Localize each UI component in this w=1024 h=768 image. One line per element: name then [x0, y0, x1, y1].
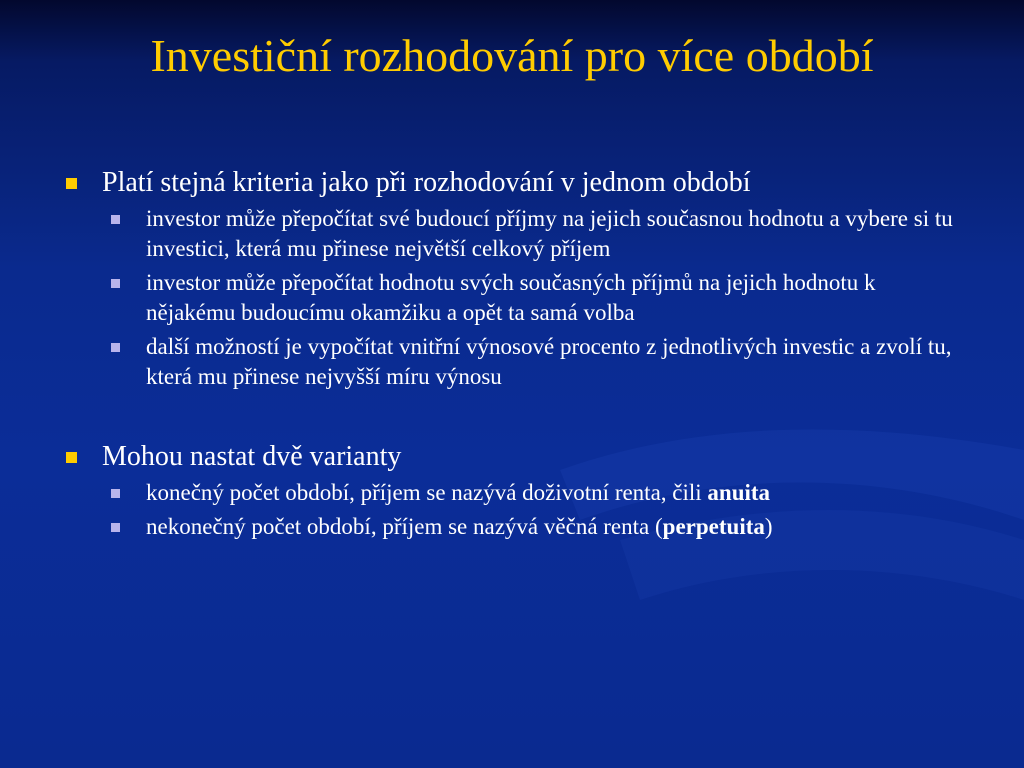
square-bullet-icon: [66, 452, 77, 463]
bullet-text-part: nekonečný počet období, příjem se nazývá věčná renta (: [146, 514, 663, 539]
bullet-text: [146, 480, 770, 505]
slide-content: [62, 166, 962, 542]
square-bullet-icon: [111, 215, 120, 224]
bullet-item-level2: [62, 204, 962, 264]
bullet-text: další možností je vypočítat vnitřní výnosové procento z jednotlivých investic a zvolí tu, která mu přinese nejvyšší míru výnosu: [146, 334, 952, 389]
bullet-item-level2: [62, 268, 962, 328]
bullet-text: investor může přepočítat své budoucí příjmy na jejich současnou hodnotu a vybere si tu investici, která mu přinese největší celkový příjem: [146, 206, 953, 261]
term-anuita: anuita: [707, 480, 771, 505]
section-gap: [62, 392, 962, 440]
bullet-item-level1: [62, 440, 962, 474]
square-bullet-icon: [111, 523, 120, 532]
square-bullet-icon: [111, 489, 120, 498]
bullet-text-part: ): [764, 514, 773, 539]
bullet-item-level2: [62, 332, 962, 392]
bullet-text: Platí stejná kriteria jako při rozhodování v jednom období: [102, 167, 751, 198]
bullet-item-level1: [62, 166, 962, 200]
square-bullet-icon: [111, 343, 120, 352]
bullet-text: [146, 514, 773, 539]
bullet-text: investor může přepočítat hodnotu svých současných příjmů na jejich hodnotu k nějakému budoucímu okamžiku a opět ta samá volba: [146, 270, 876, 325]
square-bullet-icon: [66, 178, 77, 189]
square-bullet-icon: [111, 279, 120, 288]
bullet-text-part: konečný počet období, příjem se nazývá doživotní renta, čili: [146, 480, 708, 505]
term-perpetuita: perpetuita: [662, 514, 765, 539]
bullet-item-level2: [62, 478, 962, 508]
bullet-item-level2: [62, 512, 962, 542]
bullet-text: Mohou nastat dvě varianty: [102, 441, 402, 472]
slide-title: Investiční rozhodování pro více období: [150, 30, 874, 81]
